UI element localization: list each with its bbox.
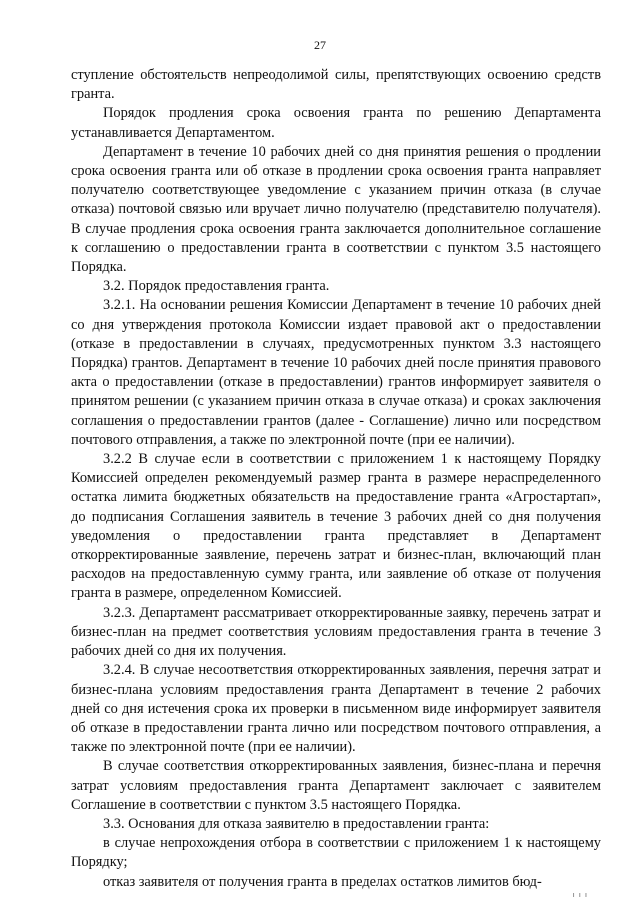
paragraph-extension-notification: Департамент в течение 10 рабочих дней со дня принятия решения о продлении срока освоения гранта или об отказе в продлении срока освоения гранта направляет получателю соответствующее уведомление с указанием причин отказа (в случае отказа) почтовой связью или вручает лично получателю (представителю получателя). В случае продления срока освоения гранта заключается дополнительное соглашение к соглашению о предоставлении гранта в соответствии с пунктом 3.5 настоящего Порядка. [71,143,601,276]
paragraph-refusal-reason-2: отказ заявителя от получения гранта в пределах остатков лимитов бюд- [103,873,542,890]
section-3-2-heading: 3.2. Порядок предоставления гранта. [103,278,330,295]
paragraph-extension-procedure: Порядок продления срока освоения гранта по решению Департамента устанавливается Департаментом. [71,105,601,141]
paragraph-3-2-3: 3.2.3. Департамент рассматривает откорректированные заявку, перечень затрат и бизнес-план на предмет соответствия условиям предоставления гранта в течение 3 рабочих дней со дня их получения. [71,604,601,660]
paragraph-agreement-conclusion: В случае соответствия откорректированных заявления, бизнес-плана и перечня затрат условиям предоставления гранта Департамент заключает с заявителем Соглашение в соответствии с пунктом 3.5 настоящего Порядка. [71,758,601,813]
page-number: 27 [314,38,326,52]
paragraph-3-2-4: 3.2.4. В случае несоответствия откорректированных заявления, перечня затрат и бизнес-плана условиям предоставления гранта Департамент в течение 2 рабочих дней со дня истечения срока их проверки в письменном виде информирует заявителя об отказе в предоставлении гранта лично или посредством почтового отправления, а также по электронной почте (при ее наличии). [71,662,601,756]
paragraph-3-2-2: 3.2.2 В случае если в соответствии с приложением 1 к настоящему Порядку Комиссией определен рекомендуемый размер гранта в размере нераспределенного остатка лимита бюджетных обязательств на предоставление гранта «Агростартап», до подписания Соглашения заявитель в течение 3 рабочих дней со дня получения уведомления о предоставлении гранта представляет в Департамент откорректированные заявление, перечень затрат и бизнес-план, включающий план расходов на предоставленную сумму гранта, или заявление об отказе от получения гранта в размере, определенном Комиссией. [71,451,601,602]
section-3-3-heading: 3.3. Основания для отказа заявителю в предоставлении гранта: [103,815,490,832]
paragraph-3-2-1: 3.2.1. На основании решения Комиссии Департамент в течение 10 рабочих дней со дня утверждения протокола Комиссии издает правовой акт о предоставлении (отказе в предоставлении в случаях, предусмотренных пунктом 3.3 настоящего Порядка) грантов. Департамент в течение 10 рабочих дней после принятия правового акта о предоставлении (отказе в предоставлении) грантов информирует заявителя о принятом решении (с указанием причин отказа в случае отказа) и сроках заключения соглашения о предоставлении грантов (далее - Соглашение) лично или посредством почтового отправления, а также по электронной почте (при ее наличии). [71,297,601,448]
paragraph-refusal-reason-1: в случае непрохождения отбора в соответствии с приложением 1 к настоящему Порядку; [71,835,601,871]
paragraph-force-majeure-continuation: ступление обстоятельств непреодолимой силы, препятствующих освоению средств гранта. [71,67,601,103]
footer-mark: ı ı ı [572,891,588,899]
document-body [71,66,601,892]
